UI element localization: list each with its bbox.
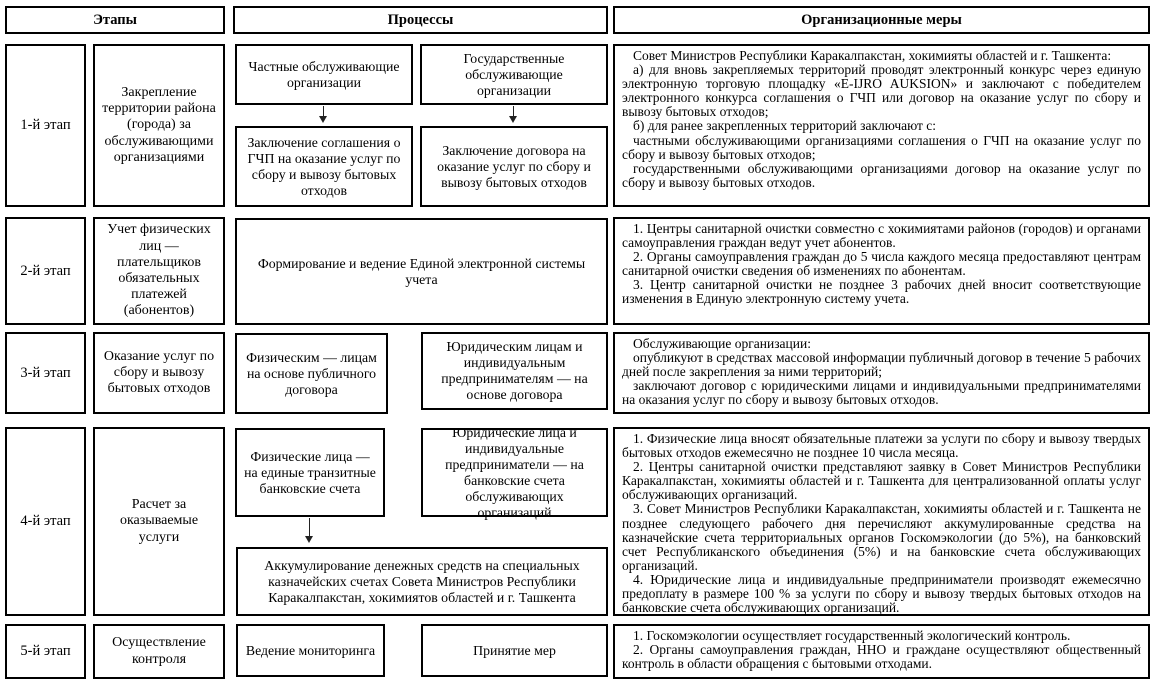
measure-paragraph: 3. Совет Министров Республики Каракалпакстан, хокимияты областей и г. Ташкента не позднее следующего рабочего дня перечисляют аккумулированные средства на казначейские счета территориальных органов Госкомэкологии (до 5%), на банковский счет Республиканского объединения (5%) и на банковские счета обслуживающих организаций. — [622, 501, 1141, 573]
stage-4-description: Расчет за оказываемые услуги — [93, 427, 225, 616]
stage-2-description: Учет физических лиц — плательщиков обязательных платежей (абонентов) — [93, 217, 225, 325]
process-individuals-transit-accounts: Физические лица — на единые транзитные банковские счета — [235, 428, 385, 517]
stage-5-label: 5-й этап — [5, 624, 86, 679]
arrow-down-icon — [513, 106, 514, 120]
measures-stage-2 — [613, 217, 1150, 325]
arrow-down-icon — [309, 518, 310, 540]
measure-paragraph: государственными обслуживающими организациями договор на оказание услуг по сбору и вывозу бытовых отходов. — [622, 160, 1141, 190]
stage-1-description: Закрепление территории района (города) за обслуживающими организациями — [93, 44, 225, 207]
process-legal-entities-bank-accounts: Юридические лица и индивидуальные предприниматели — на банковские счета обслуживающих организаций — [421, 428, 608, 517]
measure-paragraph: 4. Юридические лица и индивидуальные предприниматели производят ежемесячно предоплату в размере 100 % за услуги по сбору и вывозу твердых бытовых отходов на банковские счета обслуживающих организаций. — [622, 571, 1141, 616]
measure-paragraph: 3. Центр санитарной очистки не позднее 3 рабочих дней вносит соответствующие изменения в Единую электронную систему учета. — [622, 277, 1141, 307]
process-state-service-orgs: Государственные обслуживающие организации — [420, 44, 608, 105]
measure-paragraph: частными обслуживающими организациями соглашения о ГЧП на оказание услуг по сбору и вывозу бытовых отходов; — [622, 132, 1141, 162]
header-measures: Организационные меры — [613, 6, 1150, 34]
measure-paragraph: 1. Госкомэкологии осуществляет государственный экологический контроль. — [633, 628, 1071, 643]
measures-stage-3 — [613, 332, 1150, 414]
stage-4-label: 4-й этап — [5, 427, 86, 616]
measures-stage-4 — [613, 427, 1150, 616]
arrow-down-icon — [323, 106, 324, 120]
measure-paragraph: 2. Центры санитарной очистки представляют заявку в Совет Министров Республики Каракалпакстан, хокимияты областей и г. Ташкента для централизованной оплаты услуг обслуживающих организаций. — [622, 459, 1141, 503]
process-funds-accumulation: Аккумулирование денежных средств на специальных казначейских счетах Совета Министров Республики Каракалпакстан, хокимиятов областей и г. Ташкента — [236, 547, 608, 616]
measure-paragraph: 2. Органы самоуправления граждан до 5 числа каждого месяца предоставляют центрам санитарной очистки сведения об изменениях по абонентам. — [622, 249, 1141, 279]
measure-paragraph: заключают договор с юридическими лицами и индивидуальными предпринимателями на оказания услуг по сбору и вывозу бытовых отходов. — [622, 378, 1141, 408]
process-private-service-orgs: Частные обслуживающие организации — [235, 44, 413, 105]
stage-3-label: 3-й этап — [5, 332, 86, 414]
measure-paragraph: а) для вновь закрепляемых территорий проводят электронный конкурс через единую электронную торговую площадку «E-IJRO AUKSION» и заключают с победителем электронного конкурса соглашения о ГЧП или договор на оказание услуг по сбору и вывозу бытовых отходов; — [622, 62, 1141, 120]
process-state-contract: Заключение договора на оказание услуг по сбору и вывозу бытовых отходов — [420, 126, 608, 207]
measures-stage-1 — [613, 44, 1150, 207]
process-ppp-agreement: Заключение соглашения о ГЧП на оказание услуг по сбору и вывозу бытовых отходов — [235, 126, 413, 207]
measure-paragraph: 1. Физические лица вносят обязательные платежи за услуги по сбору и вывозу твердых бытовых отходов ежемесячно не позднее 10 числа месяца. — [622, 431, 1141, 461]
header-processes: Процессы — [233, 6, 608, 34]
stage-2-label: 2-й этап — [5, 217, 86, 325]
process-individuals-public-contract: Физическим — лицам на основе публичного договора — [235, 333, 388, 414]
stage-1-label: 1-й этап — [5, 44, 86, 207]
stage-5-description: Осуществление контроля — [93, 624, 225, 679]
measure-paragraph: 2. Органы самоуправления граждан, ННО и граждане осуществляют общественный контроль в области обращения с бытовыми отходами. — [622, 642, 1141, 672]
measure-paragraph: Обслуживающие организации: — [633, 336, 811, 351]
measure-paragraph: опубликуют в средствах массовой информации публичный договор в течение 5 рабочих дней после закрепления за ними территорий; — [622, 350, 1141, 380]
process-monitoring: Ведение мониторинга — [236, 624, 385, 677]
stage-3-description: Оказание услуг по сбору и вывозу бытовых отходов — [93, 332, 225, 414]
process-unified-e-system: Формирование и ведение Единой электронной системы учета — [235, 218, 608, 325]
measure-paragraph: б) для ранее закрепленных территорий заключают с: — [633, 118, 937, 134]
measure-paragraph: 1. Центры санитарной очистки совместно с хокимиятами районов (городов) и органами самоуправления граждан ведут учет абонентов. — [622, 221, 1141, 251]
header-stages: Этапы — [5, 6, 225, 34]
process-legal-entities-contract: Юридическим лицам и индивидуальным предпринимателям — на основе договора — [421, 332, 608, 410]
measure-paragraph: Совет Министров Республики Каракалпакстан, хокимияты областей и г. Ташкента: — [633, 48, 1112, 63]
measures-stage-5 — [613, 624, 1150, 679]
process-taking-measures: Принятие мер — [421, 624, 608, 677]
